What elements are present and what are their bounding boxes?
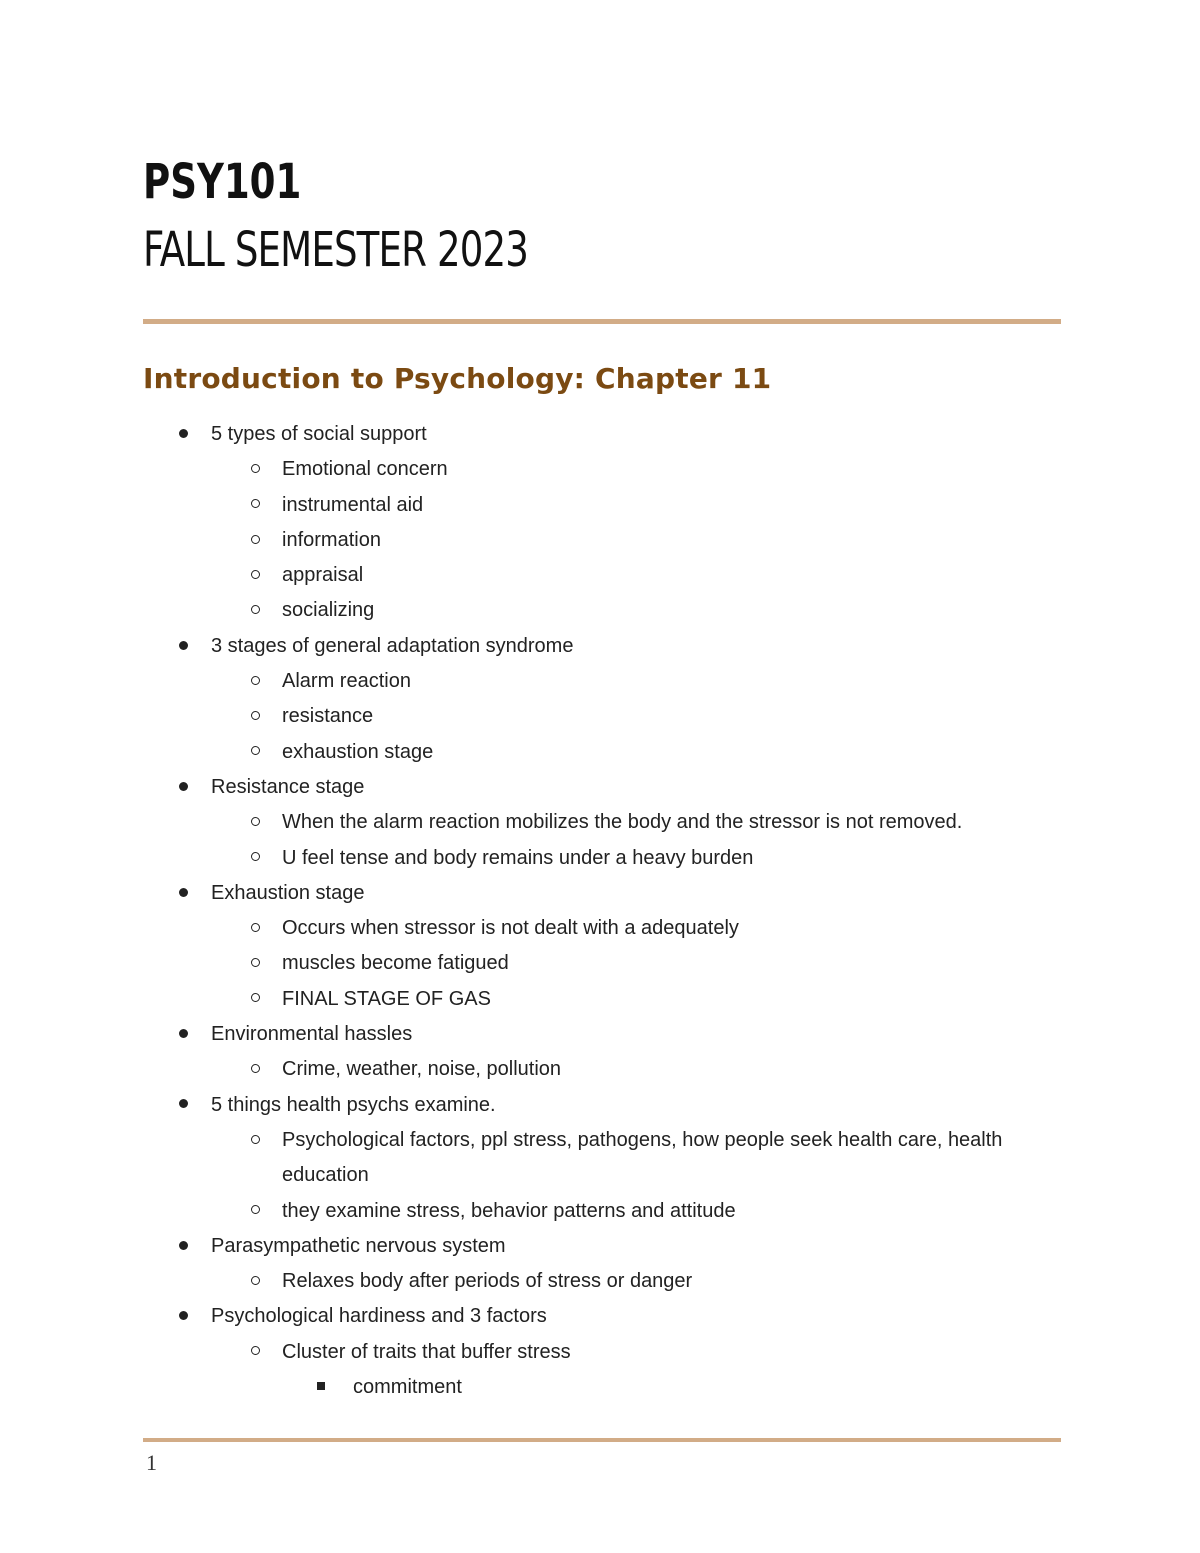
list-item-text: Psychological hardiness and 3 factors — [211, 1305, 547, 1328]
list-item-text: U feel tense and body remains under a heavy burden — [282, 846, 754, 869]
list-item-text: muscles become fatigued — [282, 952, 509, 975]
footer-divider — [143, 1438, 1061, 1442]
list-item-text: they examine stress, behavior patterns and attitude — [282, 1199, 736, 1222]
course-code: PSY101 — [143, 154, 302, 210]
filled-bullet-icon — [173, 1299, 193, 1334]
list-item — [0, 523, 1200, 558]
notes-outline — [0, 417, 1200, 1405]
hollow-bullet-icon — [245, 946, 265, 981]
filled-bullet-icon — [173, 1088, 193, 1123]
list-item-text: Exhaustion stage — [211, 881, 365, 904]
hollow-bullet-icon — [245, 699, 265, 734]
section-heading: Introduction to Psychology: Chapter 11 — [143, 362, 772, 395]
list-item-text: Emotional concern — [282, 458, 448, 481]
square-bullet-icon — [311, 1370, 331, 1405]
hollow-bullet-icon — [245, 1052, 265, 1087]
filled-bullet-icon — [173, 1229, 193, 1264]
list-item-text: When the alarm reaction mobilizes the body and the stressor is not removed. — [282, 811, 963, 834]
header-divider — [143, 319, 1061, 324]
hollow-bullet-icon — [245, 593, 265, 628]
list-item-text: instrumental aid — [282, 493, 424, 516]
semester-label: FALL SEMESTER 2023 — [143, 222, 529, 278]
list-item-text: commitment — [353, 1376, 462, 1399]
list-item-text: socializing — [282, 599, 375, 622]
list-item — [0, 629, 1200, 664]
list-item — [0, 1229, 1200, 1264]
hollow-bullet-icon — [245, 558, 265, 593]
filled-bullet-icon — [173, 1017, 193, 1052]
list-item — [0, 699, 1200, 734]
list-item — [0, 664, 1200, 699]
list-item — [0, 1017, 1200, 1052]
list-item — [0, 876, 1200, 911]
list-item-text: FINAL STAGE OF GAS — [282, 987, 491, 1010]
filled-bullet-icon — [173, 876, 193, 911]
page-number: 1 — [146, 1450, 157, 1475]
list-item — [0, 1264, 1200, 1299]
list-item-text: information — [282, 528, 381, 551]
list-item — [0, 1194, 1200, 1229]
list-item — [0, 946, 1200, 981]
list-item-text: appraisal — [282, 564, 364, 587]
list-item-text: exhaustion stage — [282, 740, 434, 763]
list-item — [0, 417, 1200, 452]
list-item-text: Crime, weather, noise, pollution — [282, 1058, 562, 1081]
filled-bullet-icon — [173, 417, 193, 452]
list-item — [0, 1052, 1200, 1087]
list-item-text: Environmental hassles — [211, 1023, 413, 1046]
list-item — [0, 1123, 1062, 1194]
hollow-bullet-icon — [245, 1264, 265, 1299]
list-item — [0, 558, 1200, 593]
list-item-text: resistance — [282, 705, 374, 728]
hollow-bullet-icon — [245, 523, 265, 558]
document-title — [143, 148, 528, 284]
hollow-bullet-icon — [245, 664, 265, 699]
hollow-bullet-icon — [245, 735, 265, 770]
list-item-text: 5 things health psychs examine. — [211, 1093, 496, 1116]
list-item-text: Cluster of traits that buffer stress — [282, 1340, 571, 1363]
hollow-bullet-icon — [245, 911, 265, 946]
hollow-bullet-icon — [245, 1194, 265, 1229]
list-item-text: Psychological factors, ppl stress, pathogens, how people seek health care, health education — [282, 1128, 1003, 1187]
filled-bullet-icon — [173, 770, 193, 805]
list-item-text: Alarm reaction — [282, 670, 411, 693]
list-item — [0, 593, 1200, 628]
list-item — [0, 770, 1200, 805]
filled-bullet-icon — [173, 629, 193, 664]
list-item — [0, 1088, 1200, 1123]
list-item — [0, 1370, 1200, 1405]
list-item-text: 5 types of social support — [211, 423, 427, 445]
list-item — [0, 841, 1200, 876]
hollow-bullet-icon — [245, 841, 265, 876]
list-item — [0, 982, 1200, 1017]
list-item-text: Resistance stage — [211, 775, 365, 798]
hollow-bullet-icon — [245, 452, 265, 487]
list-item — [0, 805, 1200, 840]
list-item — [0, 735, 1200, 770]
list-item — [0, 452, 1200, 487]
list-item — [0, 1335, 1200, 1370]
list-item-text: 3 stages of general adaptation syndrome — [211, 634, 574, 657]
list-item — [0, 911, 1200, 946]
hollow-bullet-icon — [245, 982, 265, 1017]
list-item-text: Relaxes body after periods of stress or danger — [282, 1270, 693, 1293]
list-item-text: Occurs when stressor is not dealt with a adequately — [282, 917, 739, 940]
list-item — [0, 1299, 1200, 1334]
hollow-bullet-icon — [245, 1123, 265, 1158]
hollow-bullet-icon — [245, 805, 265, 840]
list-item-text: Parasympathetic nervous system — [211, 1234, 506, 1257]
list-item — [0, 488, 1200, 523]
hollow-bullet-icon — [245, 1335, 265, 1370]
hollow-bullet-icon — [245, 488, 265, 523]
